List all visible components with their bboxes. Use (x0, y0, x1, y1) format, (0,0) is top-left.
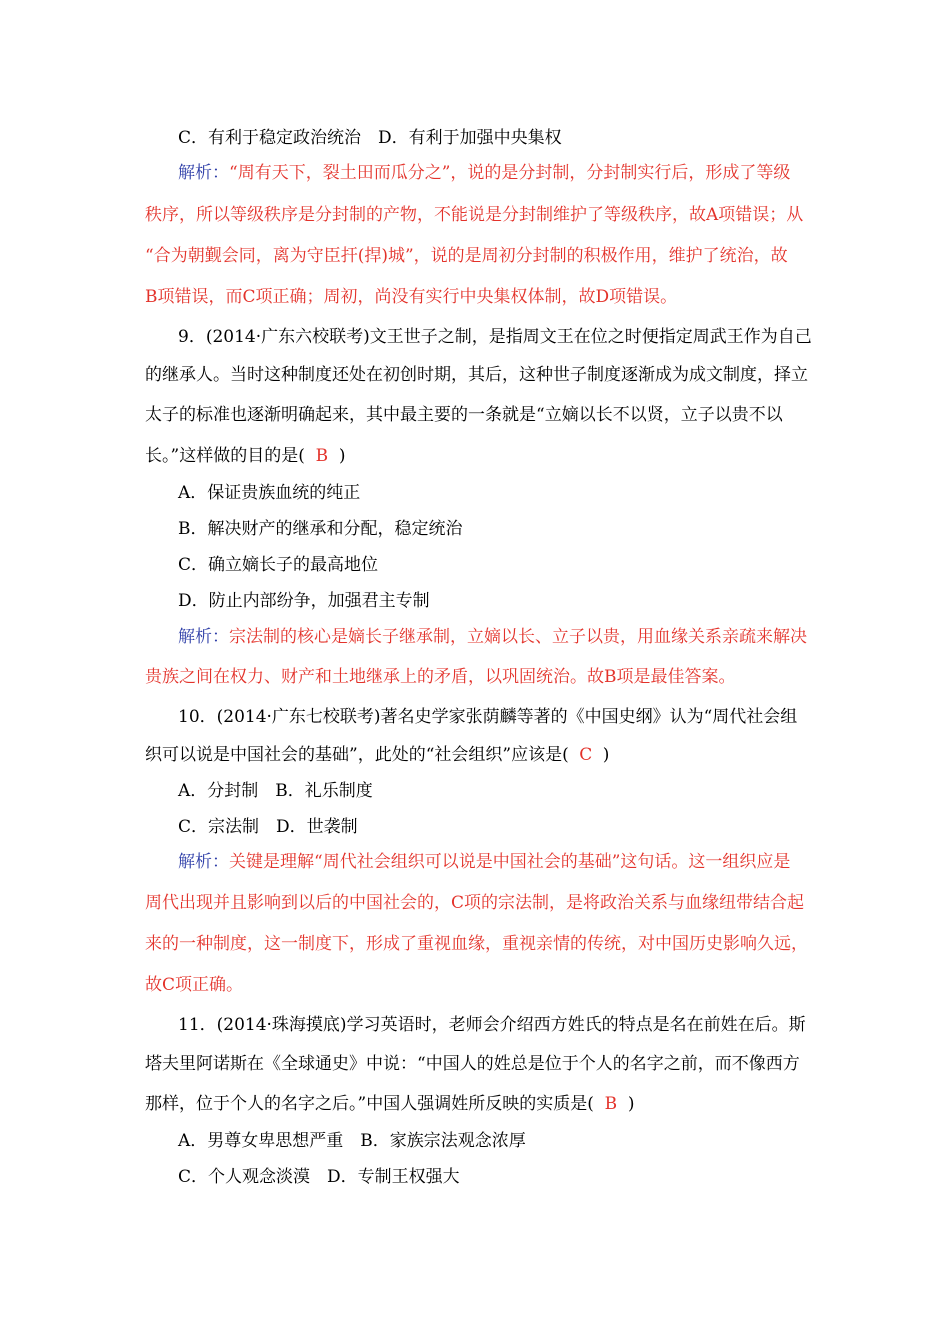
analysis-text: “周有天下，裂土田而瓜分之”，说的是分封制，分封制实行后，形成了等级 (229, 163, 791, 183)
q10-option-ab: A．分封制 B．礼乐制度 (178, 781, 373, 801)
q8-analysis-line-2: 秩序，所以等级秩序是分封制的产物，不能说是分封制维护了等级秩序，故A项错误；从 (145, 205, 804, 225)
stem-text: 织可以说是中国社会的基础”，此处的“社会组织”应该是( (145, 745, 569, 765)
q10-option-cd: C．宗法制 D．世袭制 (178, 817, 358, 837)
analysis-label: 解析： (178, 163, 229, 183)
stem-close: ) (627, 1094, 635, 1114)
q9-option-d: D．防止内部纷争，加强君主专制 (178, 591, 430, 611)
stem-text: 那样，位于个人的名字之后。”中国人强调姓所反映的实质是( (145, 1094, 594, 1114)
q10-analysis-line-3: 来的一种制度，这一制度下，形成了重视血缘，重视亲情的传统，对中国历史影响久远， (145, 934, 808, 954)
q10-stem-line-2 (145, 745, 810, 765)
q8-option-cd: C．有利于稳定政治统治 D．有利于加强中央集权 (178, 128, 562, 148)
q9-stem-line-4 (145, 446, 810, 466)
q9-option-b: B．解决财产的继承和分配，稳定统治 (178, 519, 463, 539)
q8-analysis-line-4: B项错误，而C项正确；周初，尚没有实行中央集权体制，故D项错误。 (145, 287, 678, 307)
q9-option-a: A．保证贵族血统的纯正 (178, 483, 361, 503)
q9-analysis-line-2: 贵族之间在权力、财产和土地继承上的矛盾，以巩固统治。故B项是最佳答案。 (145, 667, 736, 687)
q10-analysis-line-4: 故C项正确。 (145, 975, 244, 995)
q11-stem-line-3 (145, 1094, 810, 1114)
q9-stem-line-1: 9．(2014·广东六校联考)文王世子之制，是指周文王在位之时便指定周武王作为自己 (178, 327, 812, 347)
q9-option-c: C．确立嫡长子的最高地位 (178, 555, 379, 575)
q10-analysis-line-2: 周代出现并且影响到以后的中国社会的，C项的宗法制，是将政治关系与血缘纽带结合起 (145, 893, 805, 913)
q8-analysis-line-1 (178, 163, 843, 183)
q9-stem-line-2: 的继承人。当时这种制度还处在初创时期，其后，这种世子制度逐渐成为成文制度，择立 (145, 365, 808, 385)
q9-stem-line-3: 太子的标准也逐渐明确起来，其中最主要的一条就是“立嫡以长不以贤，立子以贵不以 (145, 405, 783, 425)
analysis-text: 关键是理解“周代社会组织可以说是中国社会的基础”这句话。这一组织应是 (229, 852, 791, 872)
stem-close: ) (338, 446, 346, 466)
q10-stem-line-1: 10．(2014·广东七校联考)著名史学家张荫麟等著的《中国史纲》认为“周代社会组 (178, 707, 798, 727)
analysis-label: 解析： (178, 627, 229, 647)
q11-option-ab: A．男尊女卑思想严重 B．家族宗法观念浓厚 (178, 1131, 526, 1151)
stem-text: 长。”这样做的目的是( (145, 446, 305, 466)
q10-analysis-line-1 (178, 852, 843, 872)
answer-mark: B (604, 1094, 618, 1114)
q11-stem-line-2: 塔夫里阿诺斯在《全球通史》中说：“中国人的姓总是位于个人的名字之前，而不像西方 (145, 1054, 800, 1074)
q11-option-cd: C．个人观念淡漠 D．专制王权强大 (178, 1167, 460, 1187)
analysis-label: 解析： (178, 852, 229, 872)
analysis-text: 宗法制的核心是嫡长子继承制，立嫡以长、立子以贵，用血缘关系亲疏来解决 (229, 627, 807, 647)
q8-analysis-line-3: “合为朝觐会同，离为守臣扞(捍)城”，说的是周初分封制的积极作用，维护了统治，故 (145, 246, 788, 266)
stem-close: ) (602, 745, 610, 765)
answer-mark: C (579, 745, 593, 765)
answer-mark: B (315, 446, 329, 466)
q11-stem-line-1: 11．(2014·珠海摸底)学习英语时，老师会介绍西方姓氏的特点是名在前姓在后。斯 (178, 1015, 806, 1035)
q9-analysis-line-1 (178, 627, 843, 647)
